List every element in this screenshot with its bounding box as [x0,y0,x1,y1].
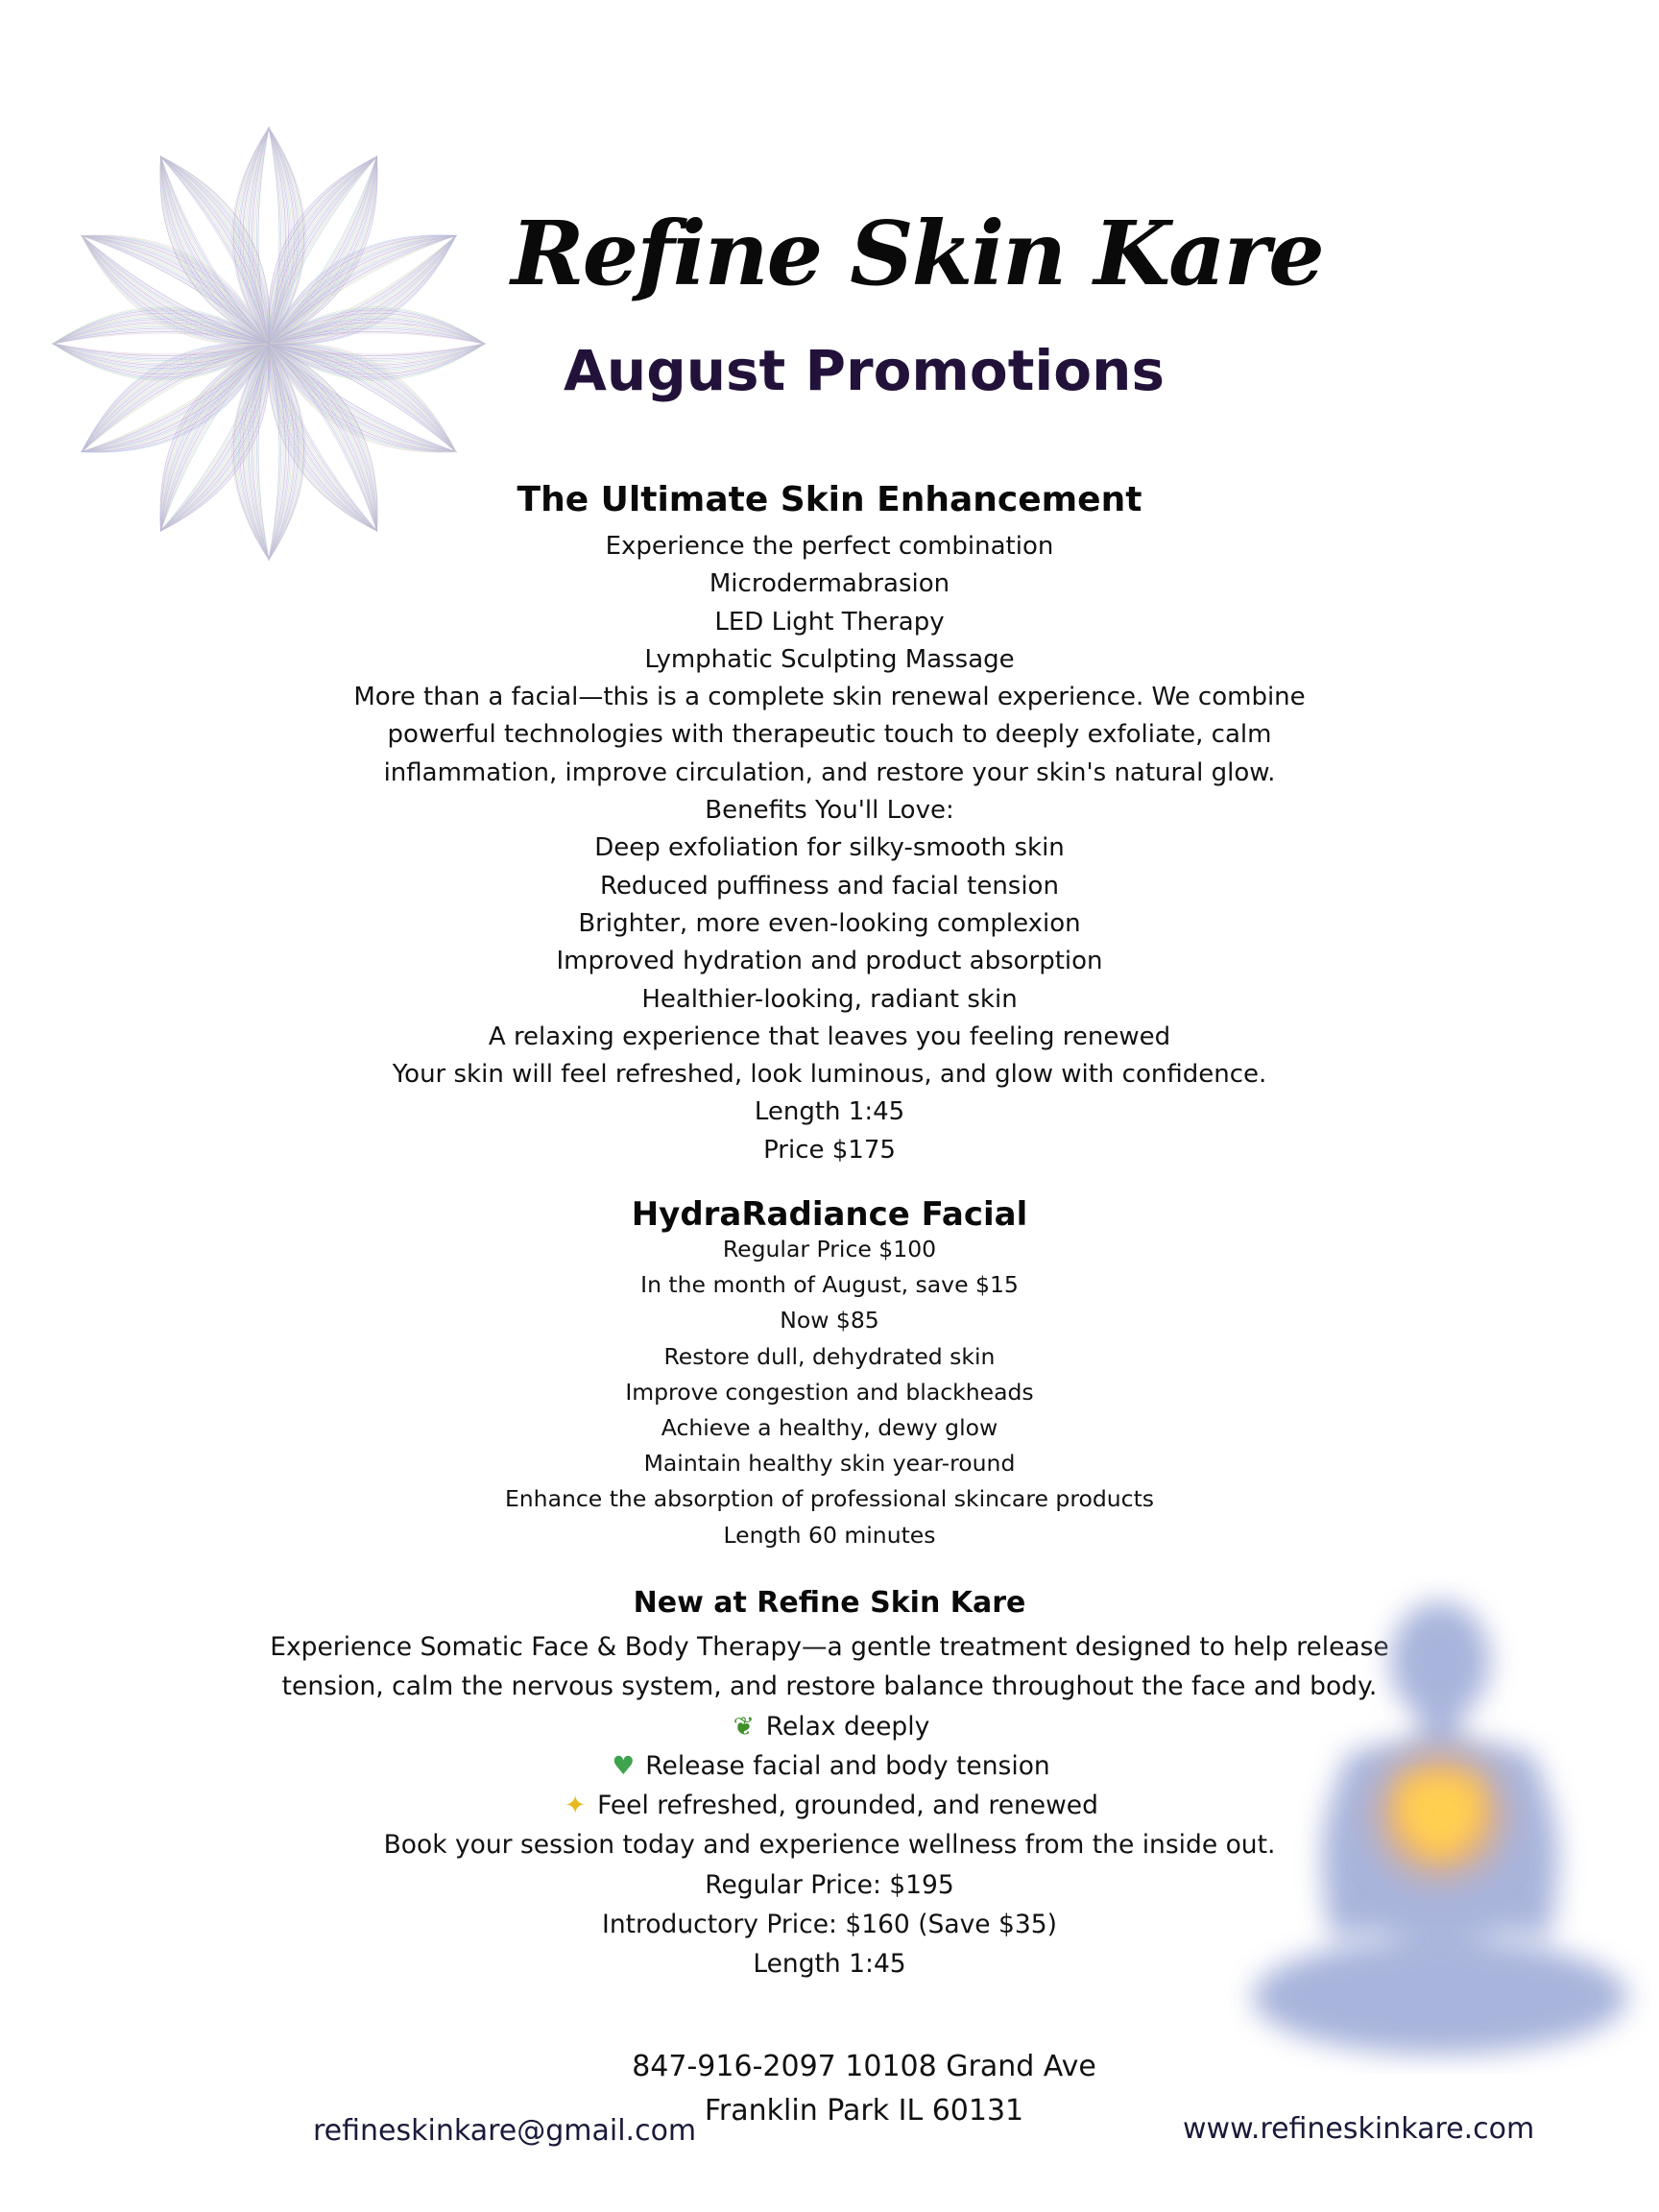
text-line: tension, calm the nervous system, and restore balance throughout the face and body. [281,1671,1378,1702]
text-line: LED Light Therapy [714,607,945,637]
text-line: Benefits You'll Love: [705,796,954,826]
benefit-item: Achieve a healthy, dewy glow [661,1414,998,1442]
sale-price-text: Now $85 [780,1307,879,1334]
bullet-text: Feel refreshed, grounded, and renewed [597,1791,1098,1821]
website-link[interactable]: www.refineskinkare.com [1183,2112,1535,2146]
text-line: Experience Somatic Face & Body Therapy—a gentle treatment designed to help release [270,1632,1389,1662]
intro-price-text: Introductory Price: $160 (Save $35) [602,1910,1057,1940]
length-text: Length 1:45 [754,1097,905,1127]
length-text: Length 60 minutes [723,1521,936,1549]
section-title-ultimate-skin [0,480,1659,519]
regular-price-text: Regular Price: $195 [705,1869,954,1900]
phone-address: 847-916-2097 10108 Grand Ave [632,2050,1096,2083]
benefit-item: Maintain healthy skin year-round [643,1450,1016,1478]
benefit-item: A relaxing experience that leaves you feeling renewed [488,1022,1171,1051]
page-subtitle: August Promotions [564,338,1165,403]
text-line: Lymphatic Sculpting Massage [644,644,1015,674]
benefit-item: Restore dull, dehydrated skin [663,1342,996,1370]
benefit-item: Deep exfoliation for silky-smooth skin [594,833,1065,863]
regular-price-text: Regular Price $100 [722,1236,937,1262]
email-link[interactable]: refineskinkare@gmail.com [313,2114,697,2148]
text-line: inflammation, improve circulation, and restore your skin's natural glow. [383,757,1276,787]
brand-title: Refine Skin Kare [511,202,1323,305]
price-text: Price $175 [763,1135,896,1165]
section-title-new: New at Refine Skin Kare [633,1586,1026,1620]
benefit-item: Reduced puffiness and facial tension [600,871,1059,901]
benefit-item: Healthier-looking, radiant skin [641,984,1018,1014]
text-line: More than a facial—this is a complete skin renewal experience. We combine [353,683,1306,712]
sparkles-icon: ✦ [564,1791,587,1821]
lotus-flower-graphic [29,96,509,595]
section-ultimate-skin-body [0,528,1659,1169]
benefit-item: Improve congestion and blackheads [625,1378,1034,1406]
text-line: Book your session today and experience wellness from the inside out. [383,1830,1276,1861]
leaf-icon: ❦ [733,1711,755,1742]
bullet-text: Relax deeply [765,1711,930,1742]
section-title-text: The Ultimate Skin Enhancement [517,480,1142,519]
text-line: Microdermabrasion [709,569,950,599]
section-hydraradiance-body [0,1232,1659,1553]
benefit-item: Brighter, more even-looking complexion [578,908,1081,938]
benefit-item: Improved hydration and product absorption [556,947,1103,976]
bullet-text: Release facial and body tension [645,1750,1050,1781]
text-line: Your skin will feel refreshed, look luminous, and glow with confidence. [392,1060,1267,1090]
green-heart-icon: ♥ [612,1750,636,1781]
length-text: Length 1:45 [753,1949,906,1980]
text-line: In the month of August, save $15 [640,1271,1019,1299]
benefit-item: Enhance the absorption of professional skincare products [504,1485,1155,1513]
city-line: Franklin Park IL 60131 [704,2094,1024,2128]
text-line: Experience the perfect combination [605,532,1054,561]
text-line: powerful technologies with therapeutic touch to deeply exfoliate, calm [387,720,1272,750]
meditating-figure-graphic [1229,1575,1651,2074]
section-title-hydraradiance: HydraRadiance Facial [631,1195,1028,1234]
